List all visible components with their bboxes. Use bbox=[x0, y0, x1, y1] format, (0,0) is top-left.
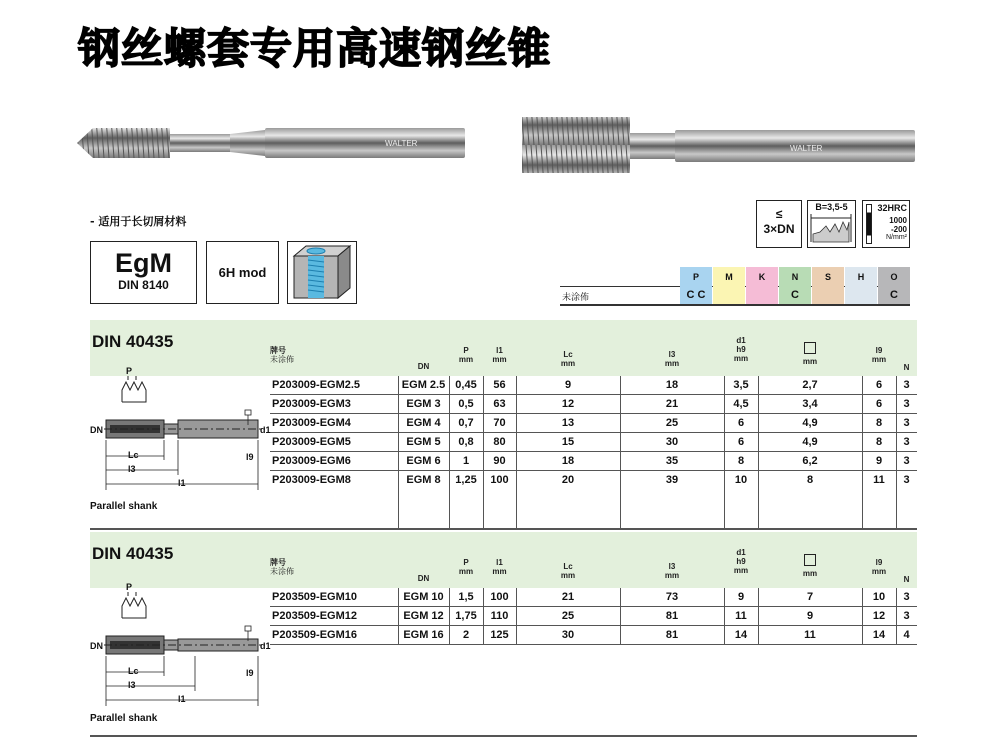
thread-profile-icon bbox=[808, 212, 854, 244]
cell-d1: 14 bbox=[734, 629, 748, 641]
cell-lc: 30 bbox=[561, 629, 575, 641]
cell-n: 3 bbox=[903, 455, 910, 467]
cell-n: 3 bbox=[903, 591, 910, 603]
cell-d1: 8 bbox=[737, 455, 745, 467]
cell-d1: 4,5 bbox=[733, 398, 749, 410]
cell-p: 1,25 bbox=[455, 474, 477, 486]
cell-n: 3 bbox=[903, 398, 910, 410]
cell-d1: 10 bbox=[734, 474, 748, 486]
material-group-label: M bbox=[725, 272, 733, 282]
material-group-label: O bbox=[890, 272, 898, 282]
header-d1: d1 h9 mm bbox=[733, 548, 749, 575]
header-l3: l3 mm bbox=[664, 350, 680, 368]
chip-form-badge: B=3,5-5 bbox=[807, 200, 856, 248]
svg-text:d1: d1 bbox=[260, 641, 271, 651]
cell-code: P203009-EGM4 bbox=[272, 417, 351, 429]
column-divider bbox=[398, 588, 399, 644]
svg-text:l3: l3 bbox=[128, 680, 136, 690]
hardness-badge: 32HRC 1000 -200 N/mm² bbox=[862, 200, 910, 248]
cell-p: 1,75 bbox=[455, 610, 477, 622]
column-divider bbox=[620, 588, 621, 644]
depth-badge: ≤ 3×DN bbox=[756, 200, 802, 248]
svg-text:l3: l3 bbox=[128, 464, 136, 474]
cell-lc: 9 bbox=[564, 379, 572, 391]
cell-sq: 3,4 bbox=[802, 398, 818, 410]
column-divider bbox=[758, 376, 759, 530]
header-l3: l3 mm bbox=[664, 562, 680, 580]
svg-text:P: P bbox=[126, 582, 133, 592]
material-group-value: C bbox=[890, 289, 898, 301]
cell-lc: 25 bbox=[561, 610, 575, 622]
cell-d1: 11 bbox=[735, 610, 747, 622]
column-divider bbox=[449, 588, 450, 644]
header-lc: Lc mm bbox=[560, 562, 576, 580]
tap-image-short bbox=[75, 118, 475, 178]
cell-l1: 125 bbox=[490, 629, 509, 641]
svg-text:d1: d1 bbox=[260, 425, 271, 435]
row-divider bbox=[270, 644, 917, 645]
header-p: P mm bbox=[458, 558, 474, 576]
header-l1: l1 mm bbox=[492, 346, 507, 364]
svg-text:DN: DN bbox=[90, 641, 103, 651]
cell-l1: 80 bbox=[493, 436, 506, 448]
header-code: 牌号 未涂佈 bbox=[270, 346, 294, 364]
cell-sq: 4,9 bbox=[802, 417, 818, 429]
svg-text:l1: l1 bbox=[178, 478, 186, 488]
page-title: 钢丝螺套专用高速钢丝锥 bbox=[78, 24, 552, 73]
thread-type: EgM bbox=[115, 248, 172, 278]
cell-d1: 6 bbox=[737, 417, 745, 429]
column-divider bbox=[449, 376, 450, 530]
cell-l1: 100 bbox=[490, 474, 509, 486]
cell-sq: 7 bbox=[806, 591, 814, 603]
cell-dn: EGM 5 bbox=[406, 436, 441, 448]
brand-text: WALTER bbox=[385, 139, 418, 148]
column-divider bbox=[758, 588, 759, 644]
cell-d1: 3,5 bbox=[733, 379, 749, 391]
column-divider bbox=[516, 588, 517, 644]
thread-standard: DIN 8140 bbox=[118, 278, 169, 292]
cell-l1: 110 bbox=[490, 610, 509, 622]
cell-lc: 18 bbox=[561, 455, 575, 467]
depth-value: 3×DN bbox=[763, 222, 795, 236]
tolerance-badge: 6H mod bbox=[206, 241, 279, 304]
material-group-label: N bbox=[791, 272, 799, 282]
header-dn: DN bbox=[417, 574, 430, 583]
column-divider bbox=[724, 376, 725, 530]
thread-type-badge bbox=[90, 241, 197, 304]
shank-type: Parallel shank bbox=[90, 501, 158, 512]
material-group-label: H bbox=[857, 272, 865, 282]
cell-p: 0,8 bbox=[458, 436, 474, 448]
cell-l3: 35 bbox=[665, 455, 679, 467]
cell-sq: 6,2 bbox=[802, 455, 818, 467]
cell-dn: EGM 2.5 bbox=[401, 379, 446, 391]
material-group-p bbox=[680, 267, 712, 304]
svg-text:Lc: Lc bbox=[128, 666, 139, 676]
material-group-o bbox=[878, 267, 910, 304]
cell-n: 3 bbox=[903, 417, 910, 429]
material-group-label: K bbox=[758, 272, 766, 282]
material-group-k bbox=[746, 267, 778, 304]
cell-l9: 8 bbox=[875, 417, 883, 429]
cell-l3: 73 bbox=[665, 591, 679, 603]
material-group-h bbox=[845, 267, 877, 304]
material-group-value: C C bbox=[686, 289, 706, 301]
svg-text:l1: l1 bbox=[178, 694, 186, 704]
section-bottom-rule bbox=[90, 735, 917, 737]
cell-p: 0,45 bbox=[455, 379, 477, 391]
cell-lc: 20 bbox=[561, 474, 575, 486]
cell-l3: 18 bbox=[665, 379, 679, 391]
cell-l9: 8 bbox=[875, 436, 883, 448]
cell-d1: 9 bbox=[737, 591, 745, 603]
cell-p: 0,7 bbox=[458, 417, 474, 429]
cell-n: 3 bbox=[903, 436, 910, 448]
column-divider bbox=[896, 588, 897, 644]
cell-l9: 12 bbox=[872, 610, 886, 622]
cell-l9: 10 bbox=[872, 591, 886, 603]
cell-dn: EGM 10 bbox=[403, 591, 444, 603]
cell-code: P203509-EGM10 bbox=[272, 591, 357, 603]
cell-l3: 21 bbox=[665, 398, 679, 410]
cell-l3: 81 bbox=[665, 629, 679, 641]
cell-sq: 9 bbox=[806, 610, 814, 622]
header-d1: d1 h9 mm bbox=[733, 336, 749, 363]
header-square: mm bbox=[758, 342, 862, 366]
cell-code: P203009-EGM5 bbox=[272, 436, 351, 448]
cell-l1: 63 bbox=[493, 398, 506, 410]
threaded-hole-icon bbox=[287, 241, 357, 304]
cell-lc: 12 bbox=[561, 398, 575, 410]
dimension-diagram bbox=[90, 582, 271, 731]
shank-type: Parallel shank bbox=[90, 713, 158, 724]
svg-text:WALTER: WALTER bbox=[790, 144, 823, 153]
cell-code: P203009-EGM2.5 bbox=[272, 379, 361, 391]
svg-text:DN: DN bbox=[90, 425, 103, 435]
product-section-2 bbox=[90, 532, 917, 737]
cell-l9: 6 bbox=[875, 398, 883, 410]
cell-code: P203509-EGM16 bbox=[272, 629, 357, 641]
cell-p: 1,5 bbox=[458, 591, 474, 603]
column-divider bbox=[516, 376, 517, 530]
column-divider bbox=[724, 588, 725, 644]
cell-n: 3 bbox=[903, 610, 910, 622]
material-group-s bbox=[812, 267, 844, 304]
cell-lc: 13 bbox=[561, 417, 575, 429]
column-divider bbox=[620, 376, 621, 530]
svg-text:l9: l9 bbox=[246, 668, 254, 678]
header-lc: Lc mm bbox=[560, 350, 576, 368]
column-divider bbox=[862, 588, 863, 644]
section-bottom-rule bbox=[90, 528, 917, 530]
svg-text:Lc: Lc bbox=[128, 450, 139, 460]
material-group-value: C bbox=[791, 289, 799, 301]
cell-l1: 70 bbox=[493, 417, 506, 429]
cell-d1: 6 bbox=[737, 436, 745, 448]
cell-l9: 11 bbox=[873, 474, 885, 486]
material-group-label: S bbox=[824, 272, 831, 282]
cell-l9: 9 bbox=[875, 455, 883, 467]
cell-sq: 2,7 bbox=[802, 379, 818, 391]
cell-p: 2 bbox=[462, 629, 470, 641]
cell-sq: 4,9 bbox=[802, 436, 818, 448]
header-l1: l1 mm bbox=[492, 558, 507, 576]
cell-l1: 56 bbox=[493, 379, 506, 391]
header-square: mm bbox=[758, 554, 862, 578]
header-l9: l9 mm bbox=[871, 558, 887, 576]
material-group-label: P bbox=[692, 272, 699, 282]
cell-p: 1 bbox=[462, 455, 470, 467]
hardness-bar bbox=[866, 204, 872, 244]
header-l9: l9 mm bbox=[871, 346, 887, 364]
cell-l1: 90 bbox=[493, 455, 506, 467]
cell-sq: 11 bbox=[804, 629, 816, 641]
cell-lc: 21 bbox=[561, 591, 575, 603]
cell-dn: EGM 16 bbox=[403, 629, 444, 641]
tap-image-long bbox=[520, 105, 920, 185]
section-title: DIN 40435 bbox=[92, 332, 174, 351]
cell-n: 3 bbox=[903, 379, 910, 391]
column-divider bbox=[862, 376, 863, 530]
coating-label: 未涂佈 bbox=[562, 293, 590, 303]
material-divider bbox=[560, 304, 910, 306]
header-code: 牌号 未涂佈 bbox=[270, 558, 294, 576]
cell-n: 3 bbox=[903, 474, 910, 486]
svg-text:P: P bbox=[126, 366, 133, 376]
header-n: N bbox=[903, 575, 910, 584]
cell-code: P203009-EGM6 bbox=[272, 455, 351, 467]
material-group-n bbox=[779, 267, 811, 304]
material-group-m bbox=[713, 267, 745, 304]
cell-p: 0,5 bbox=[458, 398, 474, 410]
header-n: N bbox=[903, 363, 910, 372]
column-divider bbox=[483, 376, 484, 530]
cell-dn: EGM 4 bbox=[406, 417, 441, 429]
cell-dn: EGM 12 bbox=[403, 610, 444, 622]
cell-l1: 100 bbox=[490, 591, 509, 603]
cell-dn: EGM 6 bbox=[406, 455, 441, 467]
cell-l3: 30 bbox=[665, 436, 679, 448]
cell-l9: 6 bbox=[875, 379, 883, 391]
cell-dn: EGM 3 bbox=[406, 398, 441, 410]
dimension-diagram bbox=[90, 366, 271, 515]
tap-dimension-diagram bbox=[90, 582, 271, 726]
cell-l3: 81 bbox=[665, 610, 679, 622]
cell-n: 4 bbox=[903, 629, 910, 641]
column-divider bbox=[398, 376, 399, 530]
column-divider bbox=[896, 376, 897, 530]
header-p: P mm bbox=[458, 346, 474, 364]
cell-dn: EGM 8 bbox=[406, 474, 441, 486]
cell-l9: 14 bbox=[872, 629, 886, 641]
svg-text:l9: l9 bbox=[246, 452, 254, 462]
product-section-1 bbox=[90, 320, 917, 530]
header-dn: DN bbox=[417, 362, 430, 371]
cell-lc: 15 bbox=[561, 436, 575, 448]
section-title: DIN 40435 bbox=[92, 544, 174, 563]
cell-l3: 39 bbox=[665, 474, 679, 486]
column-divider bbox=[483, 588, 484, 644]
cell-l3: 25 bbox=[665, 417, 679, 429]
application-note: - 适用于长切屑材料 bbox=[90, 215, 187, 228]
tap-dimension-diagram bbox=[90, 366, 271, 510]
cell-sq: 8 bbox=[806, 474, 814, 486]
cell-code: P203009-EGM3 bbox=[272, 398, 351, 410]
cell-code: P203509-EGM12 bbox=[272, 610, 357, 622]
cell-code: P203009-EGM8 bbox=[272, 474, 351, 486]
